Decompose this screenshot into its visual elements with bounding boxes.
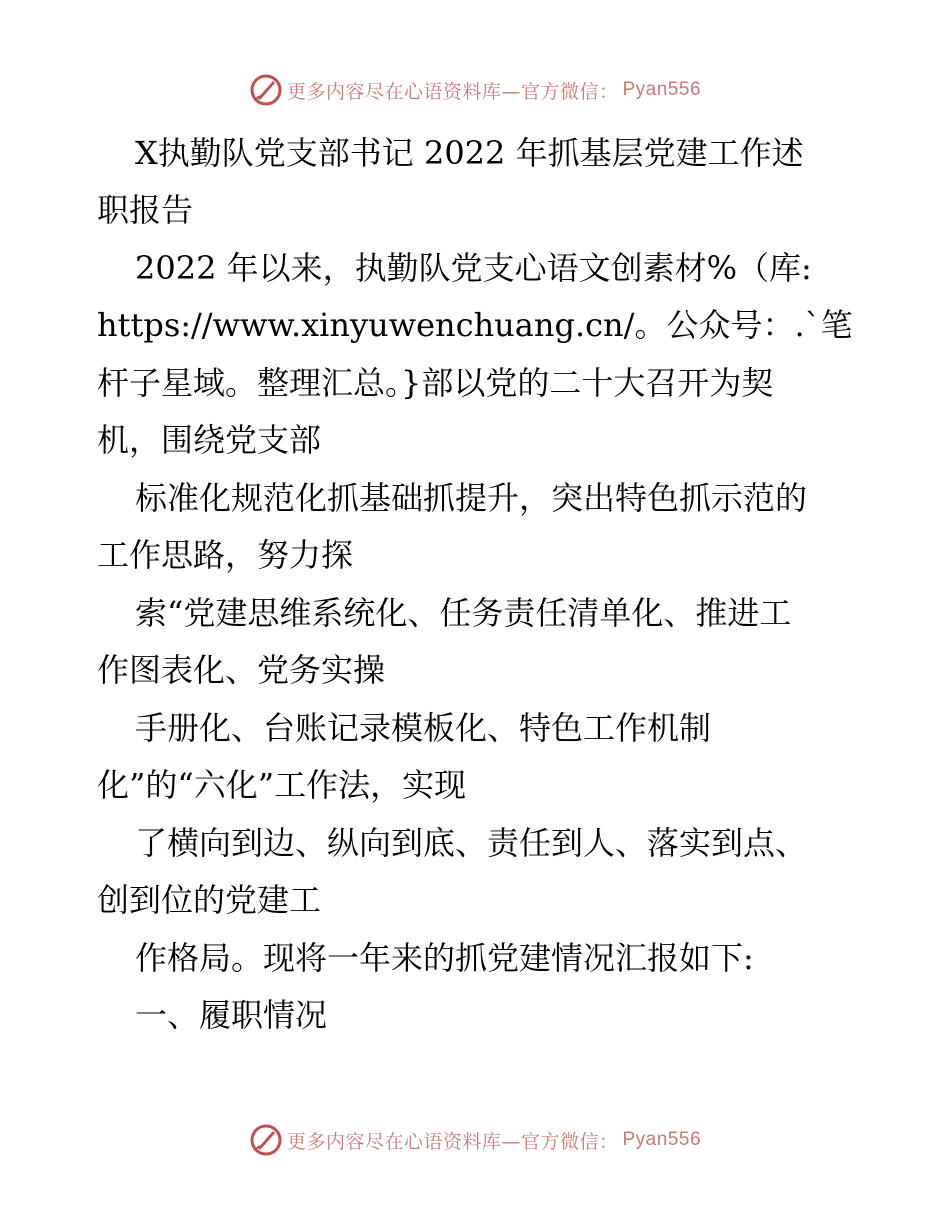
section-heading: 一、履职情况 xyxy=(135,996,328,1034)
doc-line: 标准化规范化抓基础抓提升，突出特色抓示范的 xyxy=(135,479,808,517)
doc-line: 职报告 xyxy=(97,191,194,229)
watermark-header xyxy=(0,70,950,110)
watermark-text: 更多内容尽在心语资料库—官方微信： xyxy=(286,1130,619,1153)
doc-line: 了横向到边、纵向到底、责任到人、落实到点、 xyxy=(135,824,808,862)
watermark-text: 更多内容尽在心语资料库—官方微信： xyxy=(286,80,619,103)
doc-line: 索“党建思维系统化、任务责任清单化、推进工 xyxy=(135,594,792,632)
watermark-handle: Pyan556 xyxy=(622,1129,702,1150)
doc-line: 作图表化、党务实操 xyxy=(97,651,386,689)
doc-line: 作格局。现将一年来的抓党建情况汇报如下: xyxy=(135,939,754,977)
doc-line: 工作思路，努力探 xyxy=(97,536,354,574)
doc-line: 创到位的党建工 xyxy=(97,881,322,919)
doc-line: 杆子星域。整理汇总。}部以党的二十大召开为契 xyxy=(97,364,774,402)
doc-line: https://www.xinyuwenchuang.cn/。公众号：.`笔 xyxy=(97,306,853,344)
quill-pen-seal-icon xyxy=(249,1123,283,1157)
doc-line: 手册化、台账记录模板化、特色工作机制 xyxy=(135,709,712,747)
watermark-handle: Pyan556 xyxy=(622,79,702,100)
quill-pen-seal-icon xyxy=(249,73,283,107)
doc-line: 2022 年以来，执勤队党支心语文创素材%（库: xyxy=(135,249,812,287)
doc-line: X执勤队党支部书记 2022 年抓基层党建工作述 xyxy=(135,134,804,172)
doc-line: 机，围绕党支部 xyxy=(97,421,322,459)
doc-line: 化”的“六化”工作法，实现 xyxy=(97,766,467,804)
watermark-footer xyxy=(0,1120,950,1160)
